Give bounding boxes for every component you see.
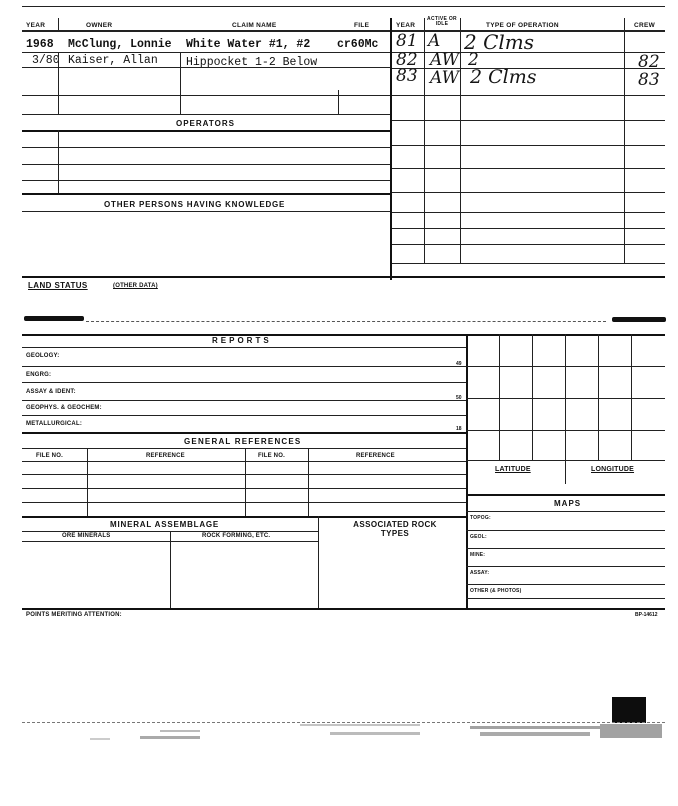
operators-row-rule xyxy=(22,147,390,148)
claim-year: 1968 xyxy=(26,38,54,51)
rock-forming-header: ROCK FORMING, ETC. xyxy=(202,533,271,539)
references-row-rule xyxy=(22,474,466,475)
latitude-label: LATITUDE xyxy=(495,466,531,473)
reports-rule xyxy=(22,347,466,348)
claim-col-divider xyxy=(180,52,181,114)
op-year: 82 xyxy=(396,50,418,70)
operators-row-rule xyxy=(22,180,390,181)
header-divider xyxy=(58,18,59,32)
claim-col-divider xyxy=(338,90,339,114)
header-year: YEAR xyxy=(26,22,46,29)
map-row-rule xyxy=(466,566,665,567)
map-label: ASSAY: xyxy=(470,570,490,576)
claim-row-rule xyxy=(22,114,390,115)
op-row-rule xyxy=(392,212,665,213)
references-file-no-header-2: FILE NO. xyxy=(258,453,285,459)
map-label: GEOL: xyxy=(470,534,487,540)
references-file-no-header: FILE NO. xyxy=(36,453,63,459)
land-status-heading: LAND STATUS xyxy=(28,281,88,290)
op-status: A xyxy=(428,31,441,51)
claim-file: cr60Mc xyxy=(337,38,379,51)
top-rule xyxy=(22,6,665,7)
claim-name: Hippocket 1-2 Below xyxy=(186,56,318,69)
header-owner: OWNER xyxy=(86,22,113,29)
redaction-mark xyxy=(24,316,84,321)
claim-row-rule xyxy=(22,52,390,53)
ops-status-divider xyxy=(460,18,461,263)
general-references-heading: GENERAL REFERENCES xyxy=(184,437,302,446)
references-bottom-rule xyxy=(22,516,466,518)
op-crew: 82 xyxy=(638,52,660,72)
op-row-rule xyxy=(392,263,665,264)
references-col-divider xyxy=(308,448,309,516)
report-label: ASSAY & IDENT: xyxy=(26,389,76,395)
associated-rock-types-heading: ASSOCIATED ROCK TYPES xyxy=(353,520,437,538)
map-label: OTHER (& PHOTOS) xyxy=(470,588,522,594)
grid-line xyxy=(598,334,599,460)
maps-rule xyxy=(466,511,665,512)
header-type-of-operation: TYPE OF OPERATION xyxy=(486,22,559,29)
grid-line xyxy=(631,334,632,460)
reports-bottom-rule xyxy=(22,432,466,434)
mineral-assemblage-heading: MINERAL ASSEMBLAGE xyxy=(110,520,220,529)
main-column-divider xyxy=(390,18,392,280)
claim-col-divider xyxy=(58,52,59,114)
report-label: GEOPHYS. & GEOCHEM: xyxy=(26,405,102,411)
report-row-rule xyxy=(22,366,466,367)
claim-name: White Water #1, #2 xyxy=(186,38,311,51)
map-label: TOPOG: xyxy=(470,515,491,521)
op-status: AW xyxy=(430,68,460,88)
grid-line xyxy=(532,334,533,460)
op-type: 2 Clms xyxy=(464,30,535,54)
header-crew: CREW xyxy=(634,22,656,29)
references-row-rule xyxy=(22,488,466,489)
references-reference-header-2: REFERENCE xyxy=(356,453,395,459)
op-status: AW xyxy=(430,50,460,70)
report-label: METALLURGICAL: xyxy=(26,421,83,427)
ops-crew-divider xyxy=(624,18,625,263)
land-status-rule xyxy=(22,276,665,278)
op-year: 83 xyxy=(396,66,418,86)
map-row-rule xyxy=(466,598,665,599)
claim-row-rule xyxy=(22,95,390,96)
report-label: ENGRG: xyxy=(26,372,52,378)
op-type: 2 xyxy=(468,50,479,70)
map-row-rule xyxy=(466,584,665,585)
op-row-rule xyxy=(392,95,665,96)
report-row-rule xyxy=(22,400,466,401)
scan-noise xyxy=(0,720,678,760)
header-file: FILE xyxy=(354,22,370,29)
reports-top-rule xyxy=(22,334,665,336)
claim-owner: Kaiser, Allan xyxy=(68,54,158,67)
grid-line xyxy=(565,334,566,484)
mineral-col-divider xyxy=(170,531,171,608)
other-persons-heading: OTHER PERSONS HAVING KNOWLEDGE xyxy=(104,200,286,209)
references-reference-header: REFERENCE xyxy=(146,453,185,459)
grid-line xyxy=(466,430,665,431)
report-number: 18 xyxy=(456,426,462,432)
op-type: 2 Clms xyxy=(470,66,537,88)
longitude-label: LONGITUDE xyxy=(591,466,635,473)
references-col-divider xyxy=(87,448,88,516)
maps-top-rule xyxy=(466,494,665,496)
claim-owner: McClung, Lonnie xyxy=(68,38,172,51)
operators-col-divider xyxy=(58,130,59,193)
mineral-col-divider xyxy=(318,516,319,608)
ore-minerals-header: ORE MINERALS xyxy=(62,533,111,539)
op-year: 81 xyxy=(396,31,418,51)
ops-year-divider xyxy=(424,18,425,263)
references-header-rule xyxy=(22,461,466,462)
op-row-rule xyxy=(392,168,665,169)
references-rule xyxy=(22,448,466,449)
op-row-rule xyxy=(392,120,665,121)
grid-line xyxy=(499,334,500,460)
header-year-2: YEAR xyxy=(396,22,416,29)
claim-row-rule xyxy=(22,67,390,68)
references-col-divider xyxy=(245,448,246,516)
report-number: 50 xyxy=(456,395,462,401)
other-persons-row-rule xyxy=(22,211,390,212)
points-rule xyxy=(22,608,665,610)
map-row-rule xyxy=(466,530,665,531)
land-status-dashed-rule xyxy=(86,321,606,322)
header-bottom-rule xyxy=(22,30,665,32)
op-row-rule xyxy=(392,228,665,229)
form-number: BP-14612 xyxy=(635,612,658,618)
header-active-or-idle: ACTIVE OR IDLE xyxy=(427,16,457,27)
header-claim-name: CLAIM NAME xyxy=(232,22,277,29)
op-crew: 83 xyxy=(638,70,660,90)
map-row-rule xyxy=(466,548,665,549)
references-row-rule xyxy=(22,502,466,503)
points-meriting-attention-label: POINTS MERITING ATTENTION: xyxy=(26,612,122,618)
operators-heading: OPERATORS xyxy=(176,119,235,128)
op-row-rule xyxy=(392,192,665,193)
grid-line xyxy=(466,398,665,399)
operators-row-rule xyxy=(22,164,390,165)
report-row-rule xyxy=(22,382,466,383)
land-status-subheading: (OTHER DATA) xyxy=(113,283,158,289)
grid-line xyxy=(466,460,665,461)
report-label: GEOLOGY: xyxy=(26,353,60,359)
grid-line xyxy=(466,366,665,367)
maps-heading: MAPS xyxy=(554,499,582,508)
report-number: 49 xyxy=(456,361,462,367)
redaction-mark xyxy=(612,317,666,322)
map-label: MINE: xyxy=(470,552,486,558)
reports-heading: REPORTS xyxy=(212,336,272,345)
op-row-rule xyxy=(392,145,665,146)
claim-year: 3/80 xyxy=(32,54,60,67)
other-persons-rule xyxy=(22,193,390,195)
report-row-rule xyxy=(22,415,466,416)
operators-rule xyxy=(22,130,390,132)
op-row-rule xyxy=(392,244,665,245)
